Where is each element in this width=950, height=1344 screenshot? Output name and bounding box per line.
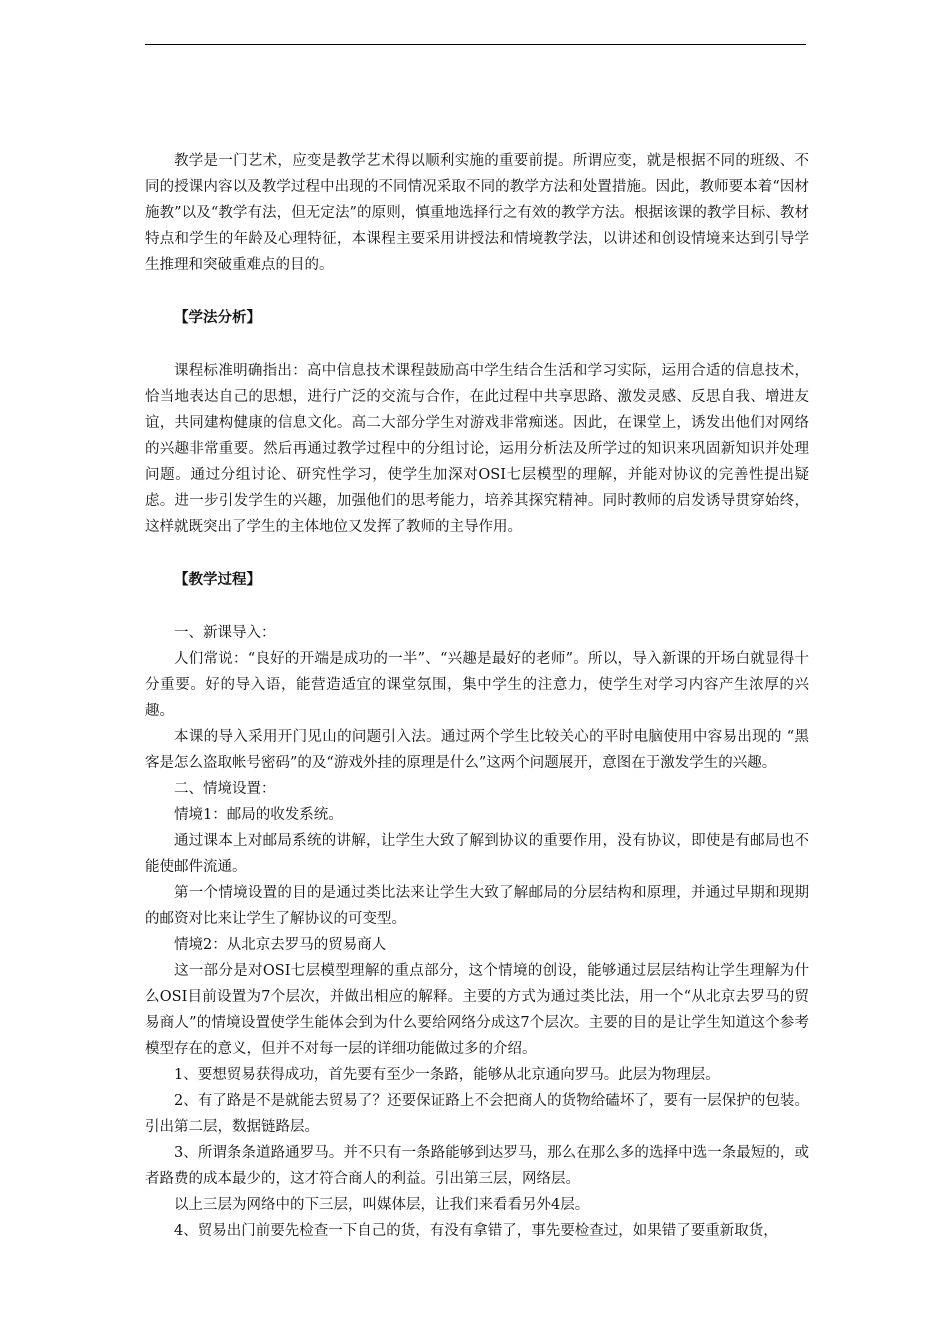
- process-paragraph: 1、要想贸易获得成功，首先要有至少一条路，能够从北京通向罗马。此层为物理层。: [174, 1067, 720, 1083]
- process-paragraph: 通过课本上对邮局系统的讲解，让学生大致了解到协议的重要作用，没有协议，即使是有邮局也不能使邮件流通。: [145, 833, 809, 875]
- header-rule: [145, 44, 806, 45]
- heading-study-analysis: 【学法分析】: [174, 309, 261, 326]
- heading-teaching-process: 【教学过程】: [174, 571, 261, 588]
- process-paragraph: 4、贸易出门前要先检查一下自己的货，有没有拿错了，事先要检查过，如果错了要重新取货，: [174, 1223, 778, 1239]
- study-analysis-paragraph: 课程标准明确指出：高中信息技术课程鼓励高中学生结合生活和学习实际，运用合适的信息技术，恰当地表达自己的思想，进行广泛的交流与合作，在此过程中共享思路、激发灵感、反思自我、增进友谊，共同建构健康的信息文化。高二大部分学生对游戏非常痴迷。因此，在课堂上，诱发出他们对网络的兴趣非常重要。然后再通过教学过程中的分组讨论，运用分析法及所学过的知识来巩固新知识并处理问题。通过分组讨论、研究性学习，使学生加深对OSI七层模型的理解，并能对协议的完善性提出疑虑。进一步引发学生的兴趣，加强他们的思考能力，培养其探究精神。同时教师的启发诱导贯穿始终，这样就既突出了学生的主体地位又发挥了教师的主导作用。: [145, 363, 809, 535]
- process-paragraph: 这一部分是对OSI七层模型理解的重点部分，这个情境的创设，能够通过层层结构让学生理解为什么OSI目前设置为7个层次，并做出相应的解释。主要的方式为通过类比法，用一个“从北京去罗马的贸易商人”的情境设置使学生能体会到为什么要给网络分成这7个层次。主要的目的是让学生知道这个参考模型存在的意义，但并不对每一层的详细功能做过多的介绍。: [145, 963, 809, 1057]
- process-paragraph: 二、情境设置：: [174, 781, 276, 797]
- process-paragraph: 情境2：从北京去罗马的贸易商人: [174, 937, 387, 953]
- process-paragraph: 第一个情境设置的目的是通过类比法来让学生大致了解邮局的分层结构和原理，并通过早期和现期的邮资对比来让学生了解协议的可变型。: [145, 885, 809, 927]
- process-paragraph: 情境1：邮局的收发系统。: [174, 807, 343, 823]
- document-body: [145, 148, 809, 1244]
- process-paragraph: 人们常说：“良好的开端是成功的一半”、“兴趣是最好的老师”。所以，导入新课的开场白就显得十分重要。好的导入语，能营造适宜的课堂氛围，集中学生的注意力，使学生对学习内容产生浓厚的兴趣。: [145, 651, 809, 719]
- process-paragraph: 2、有了路是不是就能去贸易了？还要保证路上不会把商人的货物给磕坏了，要有一层保护的包装。引出第二层，数据链路层。: [145, 1093, 809, 1135]
- process-paragraph: 3、所谓条条道路通罗马。并不只有一条路能够到达罗马，那么在那么多的选择中选一条最短的，或者路费的成本最少的，这才符合商人的利益。引出第三层，网络层。: [145, 1145, 809, 1187]
- process-paragraph: 本课的导入采用开门见山的问题引入法。通过两个学生比较关心的平时电脑使用中容易出现的 “黑客是怎么盗取帐号密码”的及“游戏外挂的原理是什么”这两个问题展开，意图在于激发学生的兴趣。: [145, 729, 809, 771]
- process-paragraph: 以上三层为网络中的下三层，叫媒体层，让我们来看看另外4层。: [174, 1197, 590, 1213]
- process-paragraph: 一、新课导入：: [174, 625, 276, 641]
- intro-paragraph: 教学是一门艺术，应变是教学艺术得以顺利实施的重要前提。所谓应变，就是根据不同的班级、不同的授课内容以及教学过程中出现的不同情况采取不同的教学方法和处置措施。因此，教师要本着“因材施教”以及“教学有法，但无定法”的原则，慎重地选择行之有效的教学方法。根据该课的教学目标、教材特点和学生的年龄及心理特征，本课程主要采用讲授法和情境教学法，以讲述和创设情境来达到引导学生推理和突破重难点的目的。: [145, 153, 809, 273]
